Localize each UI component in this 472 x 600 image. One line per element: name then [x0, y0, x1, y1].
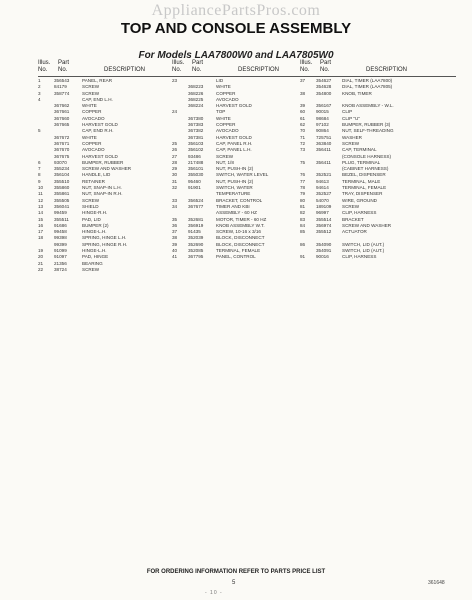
part-number: 354091 [316, 248, 332, 254]
parts-list [172, 78, 320, 261]
illus-number: 22 [38, 266, 44, 272]
part-number: 91686 [54, 222, 67, 228]
illus-number: 38 [172, 235, 178, 241]
illus-number: 29 [172, 166, 178, 172]
part-description: KNOB, TIMER [342, 90, 372, 96]
part-description: WHITE [216, 115, 231, 121]
illus-number: 3 [38, 90, 41, 96]
part-description: COPPER [216, 122, 236, 128]
part-number: 217488 [188, 159, 204, 165]
header-illus: Illus. [300, 60, 313, 66]
part-description: SPRING, HINGE R.H. [82, 241, 128, 247]
part-description: BUMPER, RUBBER [82, 159, 124, 165]
part-number: 367672 [54, 134, 70, 140]
part-description: SCREW [82, 266, 100, 272]
part-description: TERMINAL, FEMALE [342, 185, 387, 191]
part-description: COPPER [216, 90, 236, 96]
part-description: DIAL, TIMER (LAA7800) [342, 78, 393, 83]
part-number: 367383 [188, 122, 204, 128]
part-description: PANEL, REAR [82, 78, 113, 83]
document-number: 361648 [428, 580, 445, 586]
part-number: 356041 [54, 203, 70, 209]
part-number: 356411 [316, 159, 331, 165]
part-description: SCREW [82, 90, 100, 96]
parts-column-3 [300, 60, 456, 261]
illus-number: 15 [38, 216, 44, 222]
part-number: 355234 [54, 166, 70, 172]
part-description: AVOCADO [216, 96, 239, 102]
part-description: CLIP [342, 109, 353, 115]
part-number: 352039 [188, 235, 204, 241]
illus-number: 13 [38, 203, 44, 209]
part-number: 368223 [188, 84, 204, 90]
illus-number: 84 [300, 222, 306, 228]
illus-number: 39 [172, 241, 178, 247]
part-description: CAP, PANEL L.H. [216, 147, 252, 153]
header-rule [300, 76, 456, 77]
illus-number: 26 [172, 147, 178, 153]
part-description: COPPER [82, 109, 102, 115]
part-number: 367660 [54, 115, 70, 121]
header-no: No. [38, 67, 48, 73]
part-description: BEARING [82, 260, 103, 266]
part-row [38, 267, 186, 273]
parts-list [38, 78, 186, 273]
illus-number: 2 [38, 84, 41, 90]
illus-number: 77 [300, 178, 306, 184]
illus-number: 12 [38, 197, 44, 203]
illus-number: 83 [300, 216, 306, 222]
part-number: 356919 [188, 222, 204, 228]
illus-number: 10 [38, 185, 44, 191]
watermark: AppliancePartsPros.com [151, 2, 321, 19]
illus-number: 9 [38, 178, 41, 184]
part-description: BRACKET [342, 216, 364, 222]
part-description: SCREW [216, 153, 234, 159]
illus-number: 6 [38, 159, 41, 165]
header-description: DESCRIPTION [104, 67, 146, 73]
part-description: DIAL, TIMER (LAA7805) [342, 84, 393, 90]
part-description: KNOB ASSEMBLY - W.L. [342, 103, 394, 109]
header-partno: No. [192, 67, 202, 73]
illus-number: 38 [300, 90, 306, 96]
header-no: No. [172, 67, 182, 73]
illus-number: 37 [300, 78, 306, 83]
part-description: SCREW [82, 197, 100, 203]
part-row [300, 254, 456, 260]
part-number: 352521 [316, 172, 332, 178]
part-number: 99399 [54, 241, 67, 247]
illus-number: 76 [300, 172, 306, 178]
header-illus: Illus. [38, 60, 51, 66]
illus-number: 25 [172, 140, 178, 146]
illus-number: 17 [38, 229, 44, 235]
part-description: NUT, SNAP-IN R.H. [82, 191, 123, 197]
part-number: 91901 [188, 185, 201, 191]
part-number: 99398 [54, 235, 67, 241]
part-description: HARVEST GOLD [82, 122, 118, 128]
illus-number: 86 [300, 241, 306, 247]
part-description: CAP, END R.H. [82, 128, 114, 134]
illus-number: 18 [38, 235, 44, 241]
illus-number: 11 [38, 191, 43, 197]
illus-number: 30 [172, 172, 178, 178]
part-number: 368225 [188, 96, 204, 102]
part-number: 99459 [54, 210, 67, 216]
part-description: LID [216, 78, 224, 83]
part-number: 94613 [316, 178, 329, 184]
part-number: 352681 [188, 216, 204, 222]
part-description: TERMINAL, MALE [342, 178, 381, 184]
part-number: 725751 [316, 134, 332, 140]
header-no: No. [300, 67, 310, 73]
illus-number: 62 [300, 122, 306, 128]
part-number: 355514 [316, 216, 332, 222]
part-number: 355861 [54, 191, 70, 197]
part-number: 355512 [316, 229, 332, 235]
part-description: TERMINAL, FEMALE [216, 248, 261, 254]
illus-number: 35 [172, 216, 178, 222]
illus-number: 32 [172, 185, 178, 191]
illus-number: 39 [300, 103, 306, 109]
illus-number: 71 [300, 134, 306, 140]
part-description: CAP, END L.H. [82, 96, 113, 102]
part-description: NUT, SELF-THREADING [342, 128, 394, 134]
part-description: CLIP, HARNESS [342, 254, 377, 260]
part-description: CAP, TERMINAL [342, 147, 377, 153]
illus-number: 81 [300, 203, 306, 209]
part-number: 367671 [54, 140, 70, 146]
illus-number: 61 [300, 115, 306, 121]
part-number: 356104 [54, 172, 70, 178]
part-number: 38724 [54, 266, 67, 272]
illus-number: 16 [38, 222, 44, 228]
part-number: 354628 [316, 84, 332, 90]
illus-number: 14 [38, 210, 44, 216]
illus-number: 79 [300, 191, 306, 197]
part-number: 355860 [54, 185, 70, 191]
part-description: HARVEST GOLD [216, 103, 252, 109]
part-description: HARVEST GOLD [216, 134, 252, 140]
part-description: SCREW [82, 84, 100, 90]
illus-number: 24 [172, 109, 178, 115]
illus-number: 82 [300, 210, 306, 216]
part-description: NUT, PUSH-IN (2) [216, 166, 254, 172]
part-number: 356167 [316, 103, 332, 109]
part-number: 367382 [188, 128, 204, 134]
illus-number: 73 [300, 147, 306, 153]
part-number: 356102 [188, 147, 204, 153]
illus-number: 4 [38, 96, 41, 102]
part-description: CAP, PANEL R.H. [216, 140, 253, 146]
part-number: 93486 [188, 153, 201, 159]
scan-mark: - 10 - [205, 590, 223, 596]
part-description: NUT, 1/8 [216, 159, 234, 165]
column-header [172, 60, 320, 78]
part-number: 367677 [188, 203, 204, 209]
part-description: RETAINER [82, 178, 105, 184]
part-number: 368224 [188, 103, 204, 109]
part-description: TOP [216, 109, 226, 115]
header-rule [172, 76, 320, 77]
part-description: KNOB ASSEMBLY W.T. [216, 222, 265, 228]
header-part: Part [192, 60, 204, 66]
part-description: COPPER [82, 140, 102, 146]
part-number: 355511 [54, 216, 69, 222]
part-number: 97102 [316, 122, 329, 128]
column-header [300, 60, 456, 78]
illus-number: 19 [38, 248, 44, 254]
part-number: 98684 [316, 115, 329, 121]
illus-number: 91 [300, 254, 306, 260]
part-description: SWITCH, WATER LEVEL [216, 172, 269, 178]
header-description: DESCRIPTION [238, 67, 280, 73]
part-description: WASHER [342, 134, 362, 140]
header-partno: No. [320, 67, 330, 73]
part-number: 367380 [188, 115, 204, 121]
page-title: TOP AND CONSOLE ASSEMBLY [120, 20, 352, 37]
illus-number: 70 [300, 128, 306, 134]
column-header [38, 60, 186, 78]
part-description: BRACKET, CONTROL [216, 197, 263, 203]
illus-number: 34 [172, 203, 178, 209]
illus-number: 1 [38, 78, 41, 83]
part-number: 189109 [316, 203, 332, 209]
illus-number: 36 [172, 222, 178, 228]
part-description: MOTOR, TIMER - 60 HZ [216, 216, 267, 222]
illus-number: 33 [172, 197, 178, 203]
part-number: 354800 [316, 90, 332, 96]
part-description: WHITE [82, 103, 97, 109]
part-description: CLIP "U" [342, 115, 360, 121]
part-row [172, 254, 320, 260]
part-description: SWITCH, LID (AUT.) [342, 248, 385, 254]
illus-number: 85 [300, 229, 306, 235]
part-description: CLIP, HARNESS [342, 210, 377, 216]
part-number: 367665 [54, 122, 70, 128]
header-description: DESCRIPTION [366, 67, 408, 73]
part-number: 91099 [54, 248, 67, 254]
illus-number: 7 [38, 166, 41, 172]
part-number: 352527 [316, 191, 332, 197]
illus-number: 75 [300, 159, 306, 165]
parts-list [300, 78, 456, 261]
part-number: 90015 [316, 109, 329, 115]
illus-number: 37 [172, 229, 178, 235]
part-number: 356974 [316, 222, 332, 228]
part-number: 354090 [316, 241, 332, 247]
part-description: SPRING, HINGE L.H. [82, 235, 127, 241]
part-number: 367670 [54, 147, 70, 153]
part-description: BLOCK, DISCONNECT [216, 241, 265, 247]
part-description: SHIELD [82, 203, 99, 209]
part-number: 356101 [188, 166, 204, 172]
part-number: 356543 [54, 78, 70, 83]
part-description: BUMPER, RUBBER (3) [342, 122, 391, 128]
illus-number: 40 [172, 248, 178, 254]
illus-number: 5 [38, 128, 41, 134]
page-number: 5 [232, 580, 236, 586]
part-number: 367675 [54, 153, 70, 159]
illus-number: 78 [300, 185, 306, 191]
part-number: 84179 [54, 84, 67, 90]
illus-number: 8 [38, 172, 41, 178]
part-number: 368226 [188, 90, 204, 96]
illus-number: 28 [172, 159, 178, 165]
part-description: HINGE-L.H. [82, 229, 107, 235]
part-number: 358774 [54, 90, 70, 96]
part-number: 91435 [188, 229, 201, 235]
part-number: 367381 [188, 134, 204, 140]
part-number: 54070 [316, 197, 329, 203]
part-description: WHITE [82, 134, 97, 140]
part-number: 94614 [316, 185, 329, 191]
part-number: 356524 [188, 197, 204, 203]
part-number: 96997 [316, 210, 329, 216]
part-number: 352690 [188, 241, 204, 247]
part-number: 367661 [54, 109, 70, 115]
part-description: HINGE-L.H. [82, 248, 107, 254]
page-subtitle: For Models LAA7800W0 and LAA7805W0 [138, 50, 334, 61]
part-description: SCREW [342, 140, 360, 146]
part-number: 90016 [316, 254, 329, 260]
part-number: 363840 [316, 140, 332, 146]
part-number: 352085 [188, 248, 204, 254]
illus-number: 21 [38, 260, 44, 266]
part-description: ASSEMBLY - 60 HZ [216, 210, 257, 216]
part-description: WHITE [216, 84, 231, 90]
part-description: HINGE-R.H. [82, 210, 108, 216]
part-description: PLUG, TERMINAL [342, 159, 381, 165]
part-description: SWITCH, WATER [216, 185, 253, 191]
illus-number: 41 [172, 254, 178, 260]
part-description: (CABINET HARNESS) [342, 166, 389, 172]
ordering-note: FOR ORDERING INFORMATION REFER TO PARTS PRICE LIST [146, 569, 326, 575]
part-description: PAD, LID [82, 216, 101, 222]
part-description: SCREW AND WASHER [342, 222, 392, 228]
part-number: 99458 [54, 229, 67, 235]
part-description: BLOCK, DISCONNECT [216, 235, 265, 241]
part-description: AVOCADO [82, 115, 105, 121]
part-description: BUMPER (2) [82, 222, 109, 228]
part-description: SCREW, 10-16 x 3/16 [216, 229, 261, 235]
part-description: SWITCH, LID (AUT.) [342, 241, 385, 247]
part-number: 355510 [54, 178, 70, 184]
part-description: AVOCADO [216, 128, 239, 134]
part-description: AVOCADO [82, 147, 105, 153]
part-number: 95460 [188, 178, 201, 184]
header-rule [38, 76, 186, 77]
part-description: (CONSOLE HARNESS) [342, 153, 392, 159]
illus-number: 72 [300, 140, 306, 146]
part-description: WIRE, GROUND [342, 197, 377, 203]
header-part: Part [58, 60, 70, 66]
part-description: SCREW [342, 203, 360, 209]
part-number: 367662 [54, 103, 70, 109]
part-number: 93070 [54, 159, 67, 165]
parts-column-1 [38, 60, 186, 273]
illus-number: 31 [172, 178, 178, 184]
part-description: TEMPERATURE [216, 191, 251, 197]
part-description: PAD, HINGE [82, 254, 109, 260]
part-description: SCREW AND WASHER [82, 166, 132, 172]
part-number: 367795 [188, 254, 204, 260]
parts-column-2 [172, 60, 320, 261]
part-description: NUT, PUSH-IN (2) [216, 178, 254, 184]
part-description: BEZEL, DISPENSER [342, 172, 386, 178]
illus-number: 20 [38, 254, 44, 260]
header-part: Part [320, 60, 332, 66]
header-partno: No. [58, 67, 68, 73]
part-description: HARVEST GOLD [82, 153, 118, 159]
part-number: 354627 [316, 78, 332, 83]
part-description: HANDLE, LID [82, 172, 111, 178]
part-number: 21356 [54, 260, 67, 266]
part-description: TIMER AND KBI [216, 203, 250, 209]
illus-number: 80 [300, 197, 306, 203]
illus-number: 23 [172, 78, 178, 83]
header-illus: Illus. [172, 60, 185, 66]
part-number: 90864 [316, 128, 329, 134]
illus-number: 60 [300, 109, 306, 115]
part-number: 355030 [188, 172, 204, 178]
part-number: 356103 [188, 140, 204, 146]
part-description: ACTUATOR [342, 229, 367, 235]
part-number: 356411 [316, 147, 331, 153]
part-description: NUT, SNAP-IN L.H. [82, 185, 122, 191]
part-number: 355505 [54, 197, 70, 203]
part-number: 91097 [54, 254, 67, 260]
illus-number: 27 [172, 153, 178, 159]
part-description: PANEL, CONTROL [216, 254, 256, 260]
part-description: TRAY, DISPENSER [342, 191, 383, 197]
